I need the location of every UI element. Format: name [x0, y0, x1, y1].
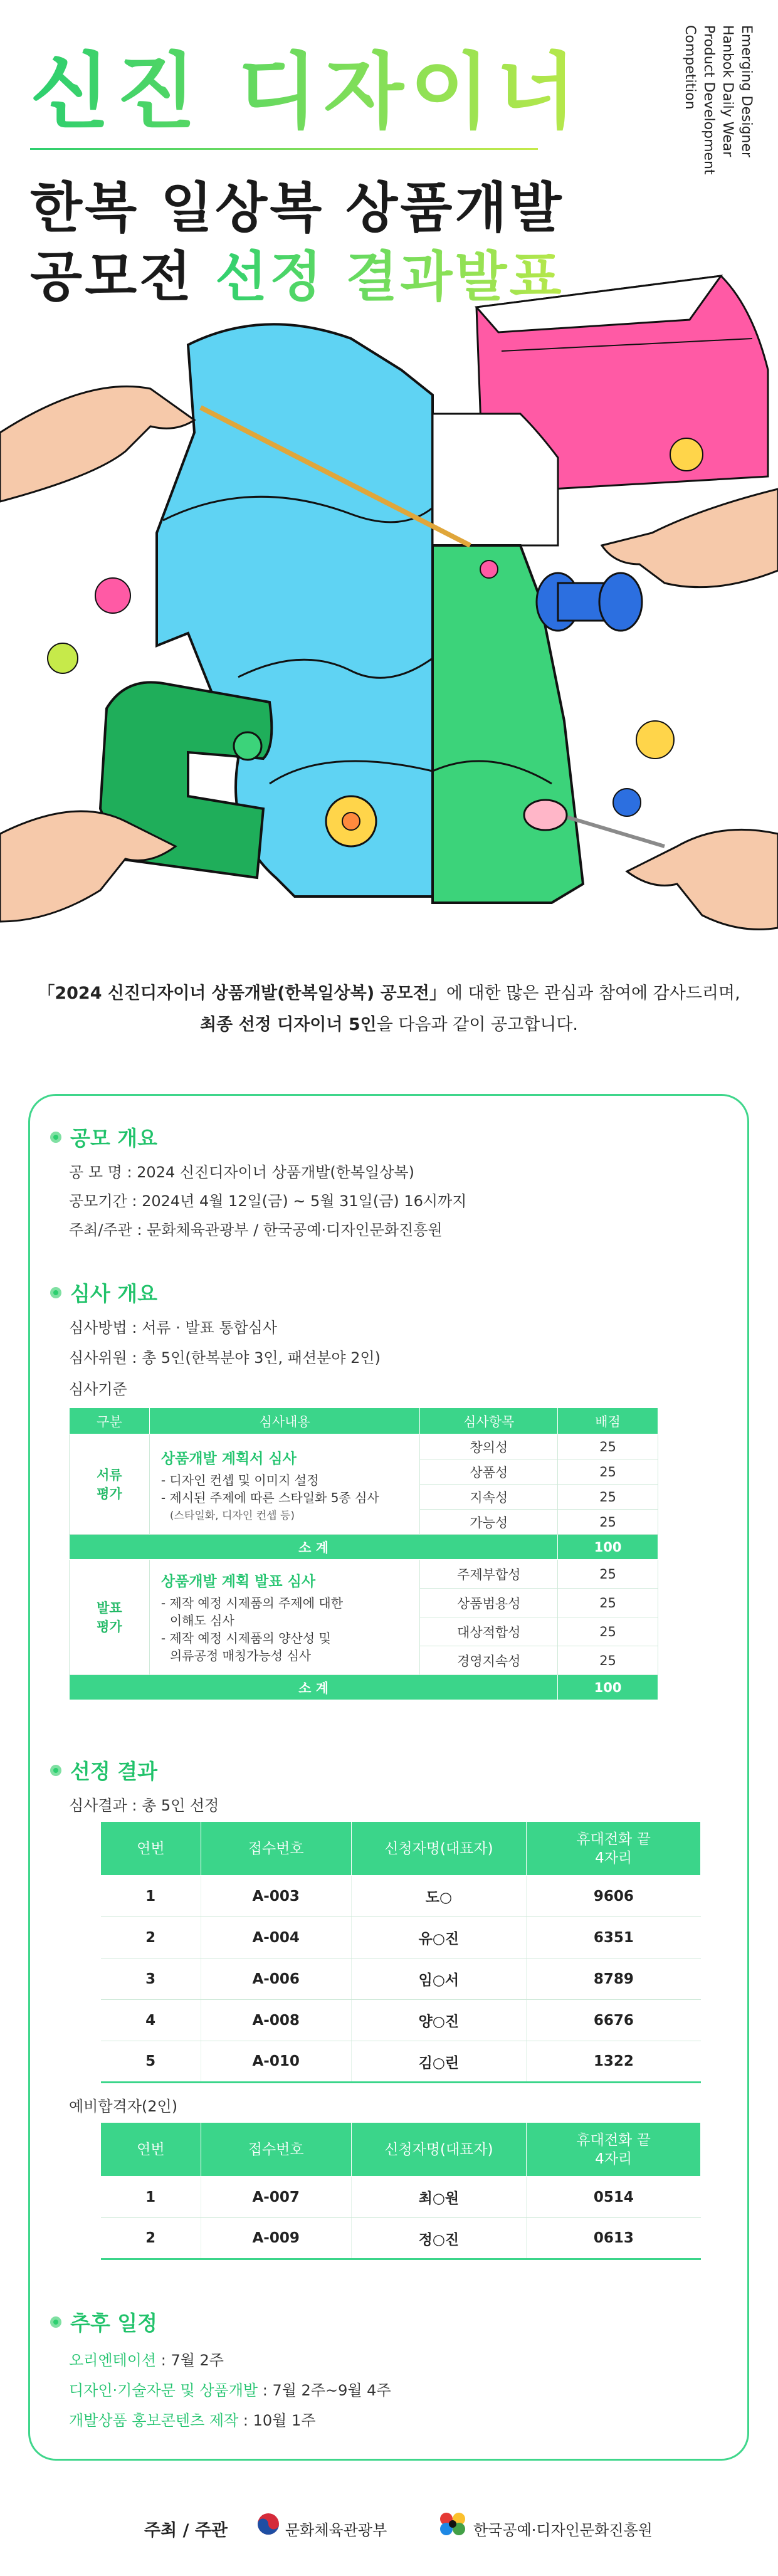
reserve-label: 예비합격자(2인) — [69, 2098, 178, 2115]
criteria-item: 창의성 — [420, 1434, 558, 1459]
subtotal-label: 소 계 — [70, 1675, 558, 1700]
cell-no: 2 — [101, 1917, 201, 1958]
cell-phone: 9606 — [527, 1876, 701, 1917]
section-overview-header — [50, 1122, 157, 1152]
header-phone-line: 휴대전화 끝 — [576, 1831, 651, 1848]
cell-phone: 0514 — [527, 2177, 701, 2218]
criteria-content — [149, 1560, 420, 1675]
subtitle-highlight: 선정 결과발표 — [215, 246, 564, 308]
section-result-title: 선정 결과 — [70, 1759, 158, 1784]
result-header: 연번 — [101, 1822, 201, 1876]
content-line: 이해도 심사 — [169, 1613, 234, 1628]
cell-receipt: A-007 — [201, 2177, 351, 2218]
cell-receipt: A-004 — [201, 1917, 351, 1958]
criteria-score: 25 — [558, 1560, 658, 1589]
result-header: 신청자명(대표자) — [351, 1822, 527, 1876]
criteria-subtotal-row — [70, 1535, 658, 1560]
cell-receipt: A-010 — [201, 2041, 351, 2083]
flower-yellow — [636, 721, 674, 759]
criteria-score: 25 — [558, 1459, 658, 1485]
section-review-header — [50, 1278, 157, 1307]
criteria-score: 25 — [558, 1434, 658, 1459]
bullet-icon — [50, 1765, 61, 1776]
cell-name: 양○진 — [351, 2000, 527, 2041]
criteria-row — [70, 1434, 658, 1459]
cell-name: 임○서 — [351, 1958, 527, 2000]
result-header: 접수번호 — [201, 2123, 351, 2177]
header-phone-line: 4자리 — [595, 1849, 633, 1866]
flower-pink — [95, 578, 130, 613]
schedule-key: 개발상품 홍보콘텐츠 제작 — [69, 2412, 239, 2429]
subtitle-plain: 공모전 — [30, 246, 216, 308]
criteria-score: 25 — [558, 1510, 658, 1535]
overview-line: 공모기간 : 2024년 4월 12일(금) ~ 5월 31일(금) 16시까지 — [69, 1192, 467, 1210]
header-phone-line: 4자리 — [595, 2150, 633, 2167]
result-table — [100, 1821, 701, 2083]
schedule-item — [69, 2408, 315, 2430]
taeguk-logo-icon — [257, 2513, 280, 2535]
english-line-3: Product Development Competition — [682, 25, 717, 175]
cell-no: 1 — [101, 2177, 201, 2218]
result-header: 연번 — [101, 2123, 201, 2177]
section-schedule-title: 추후 일정 — [70, 2311, 158, 2335]
flower-lime — [48, 643, 78, 673]
overview-line: 주최/주관 : 문화체육관광부 / 한국공예·디자인문화진흥원 — [69, 1221, 443, 1239]
result-header-phone — [527, 1822, 701, 1876]
cell-no: 4 — [101, 2000, 201, 2041]
cell-phone: 0613 — [527, 2218, 701, 2259]
cell-name: 유○진 — [351, 1917, 527, 1958]
criteria-header: 심사항목 — [420, 1408, 558, 1434]
criteria-item: 가능성 — [420, 1510, 558, 1535]
cell-receipt: A-009 — [201, 2218, 351, 2259]
content-title: 상품개발 계획서 심사 — [160, 1450, 297, 1467]
hero — [0, 0, 778, 965]
criteria-content — [149, 1434, 420, 1535]
english-title — [680, 25, 755, 263]
section-review-title: 심사 개요 — [70, 1281, 158, 1306]
category-line: 발표 — [97, 1600, 122, 1616]
bullet-icon — [50, 1287, 61, 1298]
thread-spool — [537, 573, 642, 631]
criteria-header: 심사내용 — [149, 1408, 420, 1434]
intro-line-1-rest: 에 대한 많은 관심과 참여에 감사드리며, — [446, 984, 740, 1003]
criteria-header-row — [70, 1408, 658, 1434]
criteria-score: 25 — [558, 1589, 658, 1617]
cell-name: 정○진 — [351, 2218, 527, 2259]
content-line: - 디자인 컨셉 및 이미지 설정 — [160, 1472, 319, 1488]
result-header-row — [101, 1822, 701, 1876]
criteria-category — [70, 1434, 150, 1535]
criteria-score: 25 — [558, 1617, 658, 1646]
schedule-value: : 7월 2주 — [156, 2352, 224, 2369]
criteria-score: 25 — [558, 1485, 658, 1510]
criteria-item: 주제부합성 — [420, 1560, 558, 1589]
result-summary: 심사결과 : 총 5인 선정 — [69, 1797, 219, 1814]
intro-text — [0, 978, 778, 1041]
schedule-key: 디자인·기술자문 및 상품개발 — [69, 2382, 258, 2399]
criteria-row — [70, 1560, 658, 1589]
cell-name: 김○린 — [351, 2041, 527, 2083]
reserve-table — [100, 2122, 701, 2260]
intro-line-1-bold: 「2024 신진디자이너 상품개발(한복일상복) 공모전」 — [38, 984, 446, 1003]
content-line: 의류공정 매칭가능성 심사 — [169, 1648, 312, 1663]
intro-line-2-bold: 최종 선정 디자이너 5인 — [200, 1015, 377, 1034]
table-row — [101, 2177, 701, 2218]
main-title: 신진 디자이너 — [30, 25, 582, 144]
footer-org-ministry: 문화체육관광부 — [285, 2521, 387, 2539]
result-header-row — [101, 2123, 701, 2177]
table-row — [101, 2041, 701, 2083]
overview-line: 공 모 명 : 2024 신진디자이너 상품개발(한복일상복) — [69, 1164, 414, 1181]
review-line: 심사위원 : 총 5인(한복분야 3인, 패션분야 2인) — [69, 1349, 381, 1367]
subtitle-line-1: 한복 일상복 상품개발 — [30, 177, 564, 239]
hero-illustration — [0, 270, 778, 965]
content-line: - 제시된 주제에 따른 스타일화 5종 심사 — [160, 1490, 379, 1505]
intro-line-2 — [0, 1009, 778, 1041]
table-row — [101, 1876, 701, 1917]
content-note: (스타일화, 디자인 컨셉 등) — [169, 1509, 295, 1522]
kcdf-logo-icon — [439, 2511, 466, 2537]
criteria-header: 배점 — [558, 1408, 658, 1434]
result-header: 신청자명(대표자) — [351, 2123, 527, 2177]
schedule-value: : 10월 1주 — [238, 2412, 316, 2429]
table-row — [101, 2218, 701, 2259]
criteria-header: 구분 — [70, 1408, 150, 1434]
cell-no: 2 — [101, 2218, 201, 2259]
subtotal-value: 100 — [558, 1675, 658, 1700]
criteria-table — [69, 1407, 658, 1700]
criteria-item: 경영지속성 — [420, 1646, 558, 1675]
title-rule — [30, 148, 538, 150]
cell-phone: 6676 — [527, 2000, 701, 2041]
criteria-item: 지속성 — [420, 1485, 558, 1510]
english-line-1: Emerging Designer — [739, 25, 754, 158]
subtotal-value: 100 — [558, 1535, 658, 1560]
review-line: 심사기준 — [69, 1380, 127, 1398]
white-panel — [433, 414, 558, 545]
category-line: 평가 — [97, 1619, 122, 1634]
bullet-icon — [50, 2316, 61, 2328]
intro-line-1 — [0, 978, 778, 1009]
english-line-2: Hanbok Daily Wear — [720, 25, 735, 157]
header-phone-line: 휴대전화 끝 — [576, 2132, 651, 2148]
cell-receipt: A-006 — [201, 1958, 351, 2000]
cell-no: 3 — [101, 1958, 201, 2000]
cell-phone: 1322 — [527, 2041, 701, 2083]
schedule-item — [69, 2378, 391, 2400]
cell-no: 1 — [101, 1876, 201, 1917]
criteria-category — [70, 1560, 150, 1675]
schedule-item — [69, 2348, 224, 2370]
bullet-icon — [50, 1132, 61, 1143]
schedule-value: : 7월 2주~9월 4주 — [258, 2382, 391, 2399]
table-row — [101, 2000, 701, 2041]
cell-phone: 6351 — [527, 1917, 701, 1958]
footer-org-kcdf: 한국공예·디자인문화진흥원 — [473, 2521, 653, 2539]
criteria-item: 상품범용성 — [420, 1589, 558, 1617]
footer-label: 주최 / 주관 — [144, 2521, 228, 2540]
category-line: 서류 — [97, 1467, 122, 1483]
criteria-subtotal-row — [70, 1675, 658, 1700]
criteria-item: 대상적합성 — [420, 1617, 558, 1646]
content-title: 상품개발 계획 발표 심사 — [160, 1574, 316, 1590]
cell-receipt: A-008 — [201, 2000, 351, 2041]
section-overview-title: 공모 개요 — [70, 1126, 158, 1150]
section-schedule-header — [50, 2307, 157, 2337]
content-line: - 제작 예정 시제품의 양산성 및 — [160, 1631, 331, 1646]
category-line: 평가 — [97, 1486, 122, 1501]
table-row — [101, 1917, 701, 1958]
cell-receipt: A-003 — [201, 1876, 351, 1917]
cell-phone: 8789 — [527, 1958, 701, 2000]
result-header: 접수번호 — [201, 1822, 351, 1876]
cell-name: 도○ — [351, 1876, 527, 1917]
subtotal-label: 소 계 — [70, 1535, 558, 1560]
schedule-key: 오리엔테이션 — [69, 2352, 157, 2369]
cell-name: 최○원 — [351, 2177, 527, 2218]
flower-blue — [613, 789, 641, 816]
cell-no: 5 — [101, 2041, 201, 2083]
content-line: - 제작 예정 시제품의 주제에 대한 — [160, 1596, 344, 1611]
criteria-item: 상품성 — [420, 1459, 558, 1485]
table-row — [101, 1958, 701, 2000]
criteria-score: 25 — [558, 1646, 658, 1675]
section-result-header — [50, 1755, 157, 1785]
footer — [0, 2501, 778, 2552]
intro-line-2-rest: 을 다음과 같이 공고합니다. — [376, 1015, 578, 1034]
review-line: 심사방법 : 서류 · 발표 통합심사 — [69, 1319, 278, 1337]
result-header-phone — [527, 2123, 701, 2177]
